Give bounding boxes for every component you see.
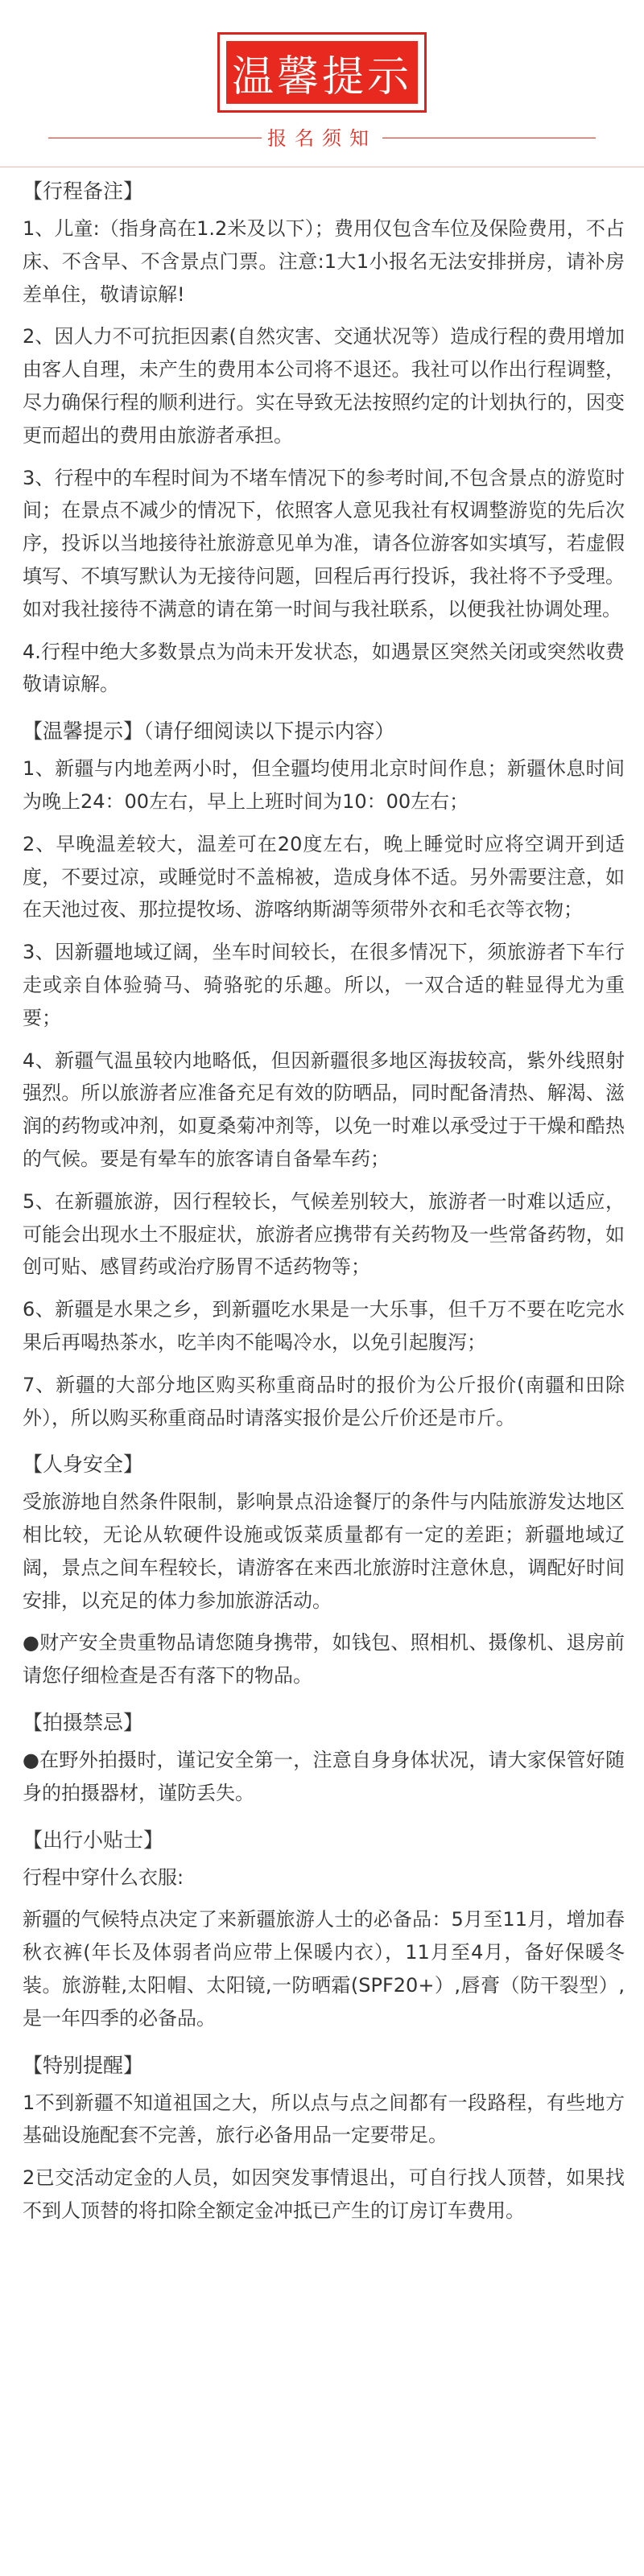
section-paragraph: 2、因人力不可抗拒因素(自然灾害、交通状况等）造成行程的费用增加由客人自理，未产生的费用本公司将不退还。我社可以作出行程调整，尽力确保行程的顺利进行。实在导致无法按照约定的计划执行的，因变更而超出的费用由旅游者承担。 <box>23 325 625 447</box>
section-paragraph: ●财产安全贵重物品请您随身携带，如钱包、照相机、摄像机、退房前请您仔细检查是否有落下的物品。 <box>23 1631 625 1688</box>
section-paragraph: 6、新疆是水果之乡，到新疆吃水果是一大乐事，但千万不要在吃完水果后再喝热茶水，吃羊肉不能喝冷水，以免引起腹泻； <box>23 1298 625 1354</box>
section-paragraph: 3、行程中的车程时间为不堵车情况下的参考时间,不包含景点的游览时间；在景点不减少的情况下，依照客人意见我社有权调整游览的先后次序，投诉以当地接待社旅游意见单为准，请各位游客如实填写，若虚假填写、不填写默认为无接待问题，回程后再行投诉，我社将不予受理。如对我社接待不满意的请在第一时间与我社联系，以便我社协调处理。 <box>23 466 625 620</box>
subtitle: 报名须知 <box>262 124 382 153</box>
section-paragraph: ●在野外拍摄时，谨记安全第一，注意自身身体状况，请大家保管好随身的拍摄器材，谨防丢失。 <box>23 1749 625 1804</box>
section-paragraph: 1、儿童:（指身高在1.2米及以下）；费用仅包含车位及保险费用，不占床、不含早、不含景点门票。注意:1大1小报名无法安排拼房，请补房差单住，敬请谅解! <box>23 217 625 306</box>
subtitle-row <box>48 122 596 155</box>
section-paragraph: 行程中穿什么衣服: <box>23 1865 184 1889</box>
page-title: 温馨提示 <box>226 41 418 104</box>
section-paragraph: 3、因新疆地域辽阔，坐车时间较长，在很多情况下，须旅游者下车行走或亲自体验骑马、骑骆驼的乐趣。所以，一双合适的鞋显得尤为重要； <box>23 941 625 1029</box>
title-banner <box>0 32 644 113</box>
section-heading: 【行程备注】 <box>23 179 144 203</box>
section-paragraph: 2、早晚温差较大，温差可在20度左右，晚上睡觉时应将空调开到适度，不要过凉，或睡觉时不盖棉被，造成身体不适。另外需要注意，如在天池过夜、那拉提牧场、游喀纳斯湖等须带外衣和毛衣等衣物； <box>23 832 625 921</box>
section-heading: 【人身安全】 <box>23 1453 144 1477</box>
section-paragraph: 1不到新疆不知道祖国之大，所以点与点之间都有一段路程，有些地方基础设施配套不完善，旅行必备用品一定要带足。 <box>23 2091 625 2147</box>
section-paragraph: 4、新疆气温虽较内地略低，但因新疆很多地区海拔较高，紫外线照射强烈。所以旅游者应准备充足有效的防晒品，同时配备清热、解渴、滋润的药物或冲剂，如夏桑菊冲剂等，以免一时难以承受过于干燥和酷热的气候。要是有晕车的旅客请自备晕车药； <box>23 1049 625 1170</box>
section-paragraph: 4.行程中绝大多数景点为尚未开发状态，如遇景区突然关闭或突然收费敬请谅解。 <box>23 640 625 696</box>
section-paragraph: 5、在新疆旅游，因行程较长，气候差别较大，旅游者一时难以适应，可能会出现水土不服症状，旅游者应携带有关药物及一些常备药物，如创可贴、感冒药或治疗肠胃不适药物等； <box>23 1189 625 1279</box>
section-heading: 【温馨提示】（请仔细阅读以下提示内容） <box>23 719 395 744</box>
section-heading: 【特别提醒】 <box>23 2053 144 2077</box>
section-paragraph: 2已交活动定金的人员，如因突发事情退出，可自行找人顶替，如果找不到人顶替的将扣除全额定金冲抵已产生的订房订车费用。 <box>23 2166 625 2223</box>
notice-content <box>23 171 625 2237</box>
section-heading: 【出行小贴士】 <box>23 1828 164 1852</box>
section-paragraph: 1、新疆与内地差两小时，但全疆均使用北京时间作息；新疆休息时间为晚上24：00左右，早上上班时间为10：00左右； <box>23 757 625 813</box>
section-paragraph: 7、新疆的大部分地区购买称重商品时的报价为公斤报价(南疆和田除外），所以购买称重商品时请落实报价是公斤价还是市斤。 <box>23 1373 625 1429</box>
section-heading: 【拍摄禁忌】 <box>23 1711 144 1735</box>
title-frame <box>217 32 427 113</box>
section-paragraph: 受旅游地自然条件限制，影响景点沿途餐厅的条件与内陆旅游发达地区相比较，无论从软硬件设施或饭菜质量都有一定的差距；新疆地域辽阔，景点之间车程较长，请游客在来西北旅游时注意休息，调配好时间安排，以充足的体力参加旅游活动。 <box>23 1490 625 1612</box>
section-paragraph: 新疆的气候特点决定了来新疆旅游人士的必备品：5月至11月，增加春秋衣裤(年长及体弱者尚应带上保暖内衣），11月至4月，备好保暖冬装。旅游鞋,太阳帽、太阳镜,一防晒霜(SPF20+）,唇膏（防干裂型）,是一年四季的必备品。 <box>23 1908 625 2030</box>
